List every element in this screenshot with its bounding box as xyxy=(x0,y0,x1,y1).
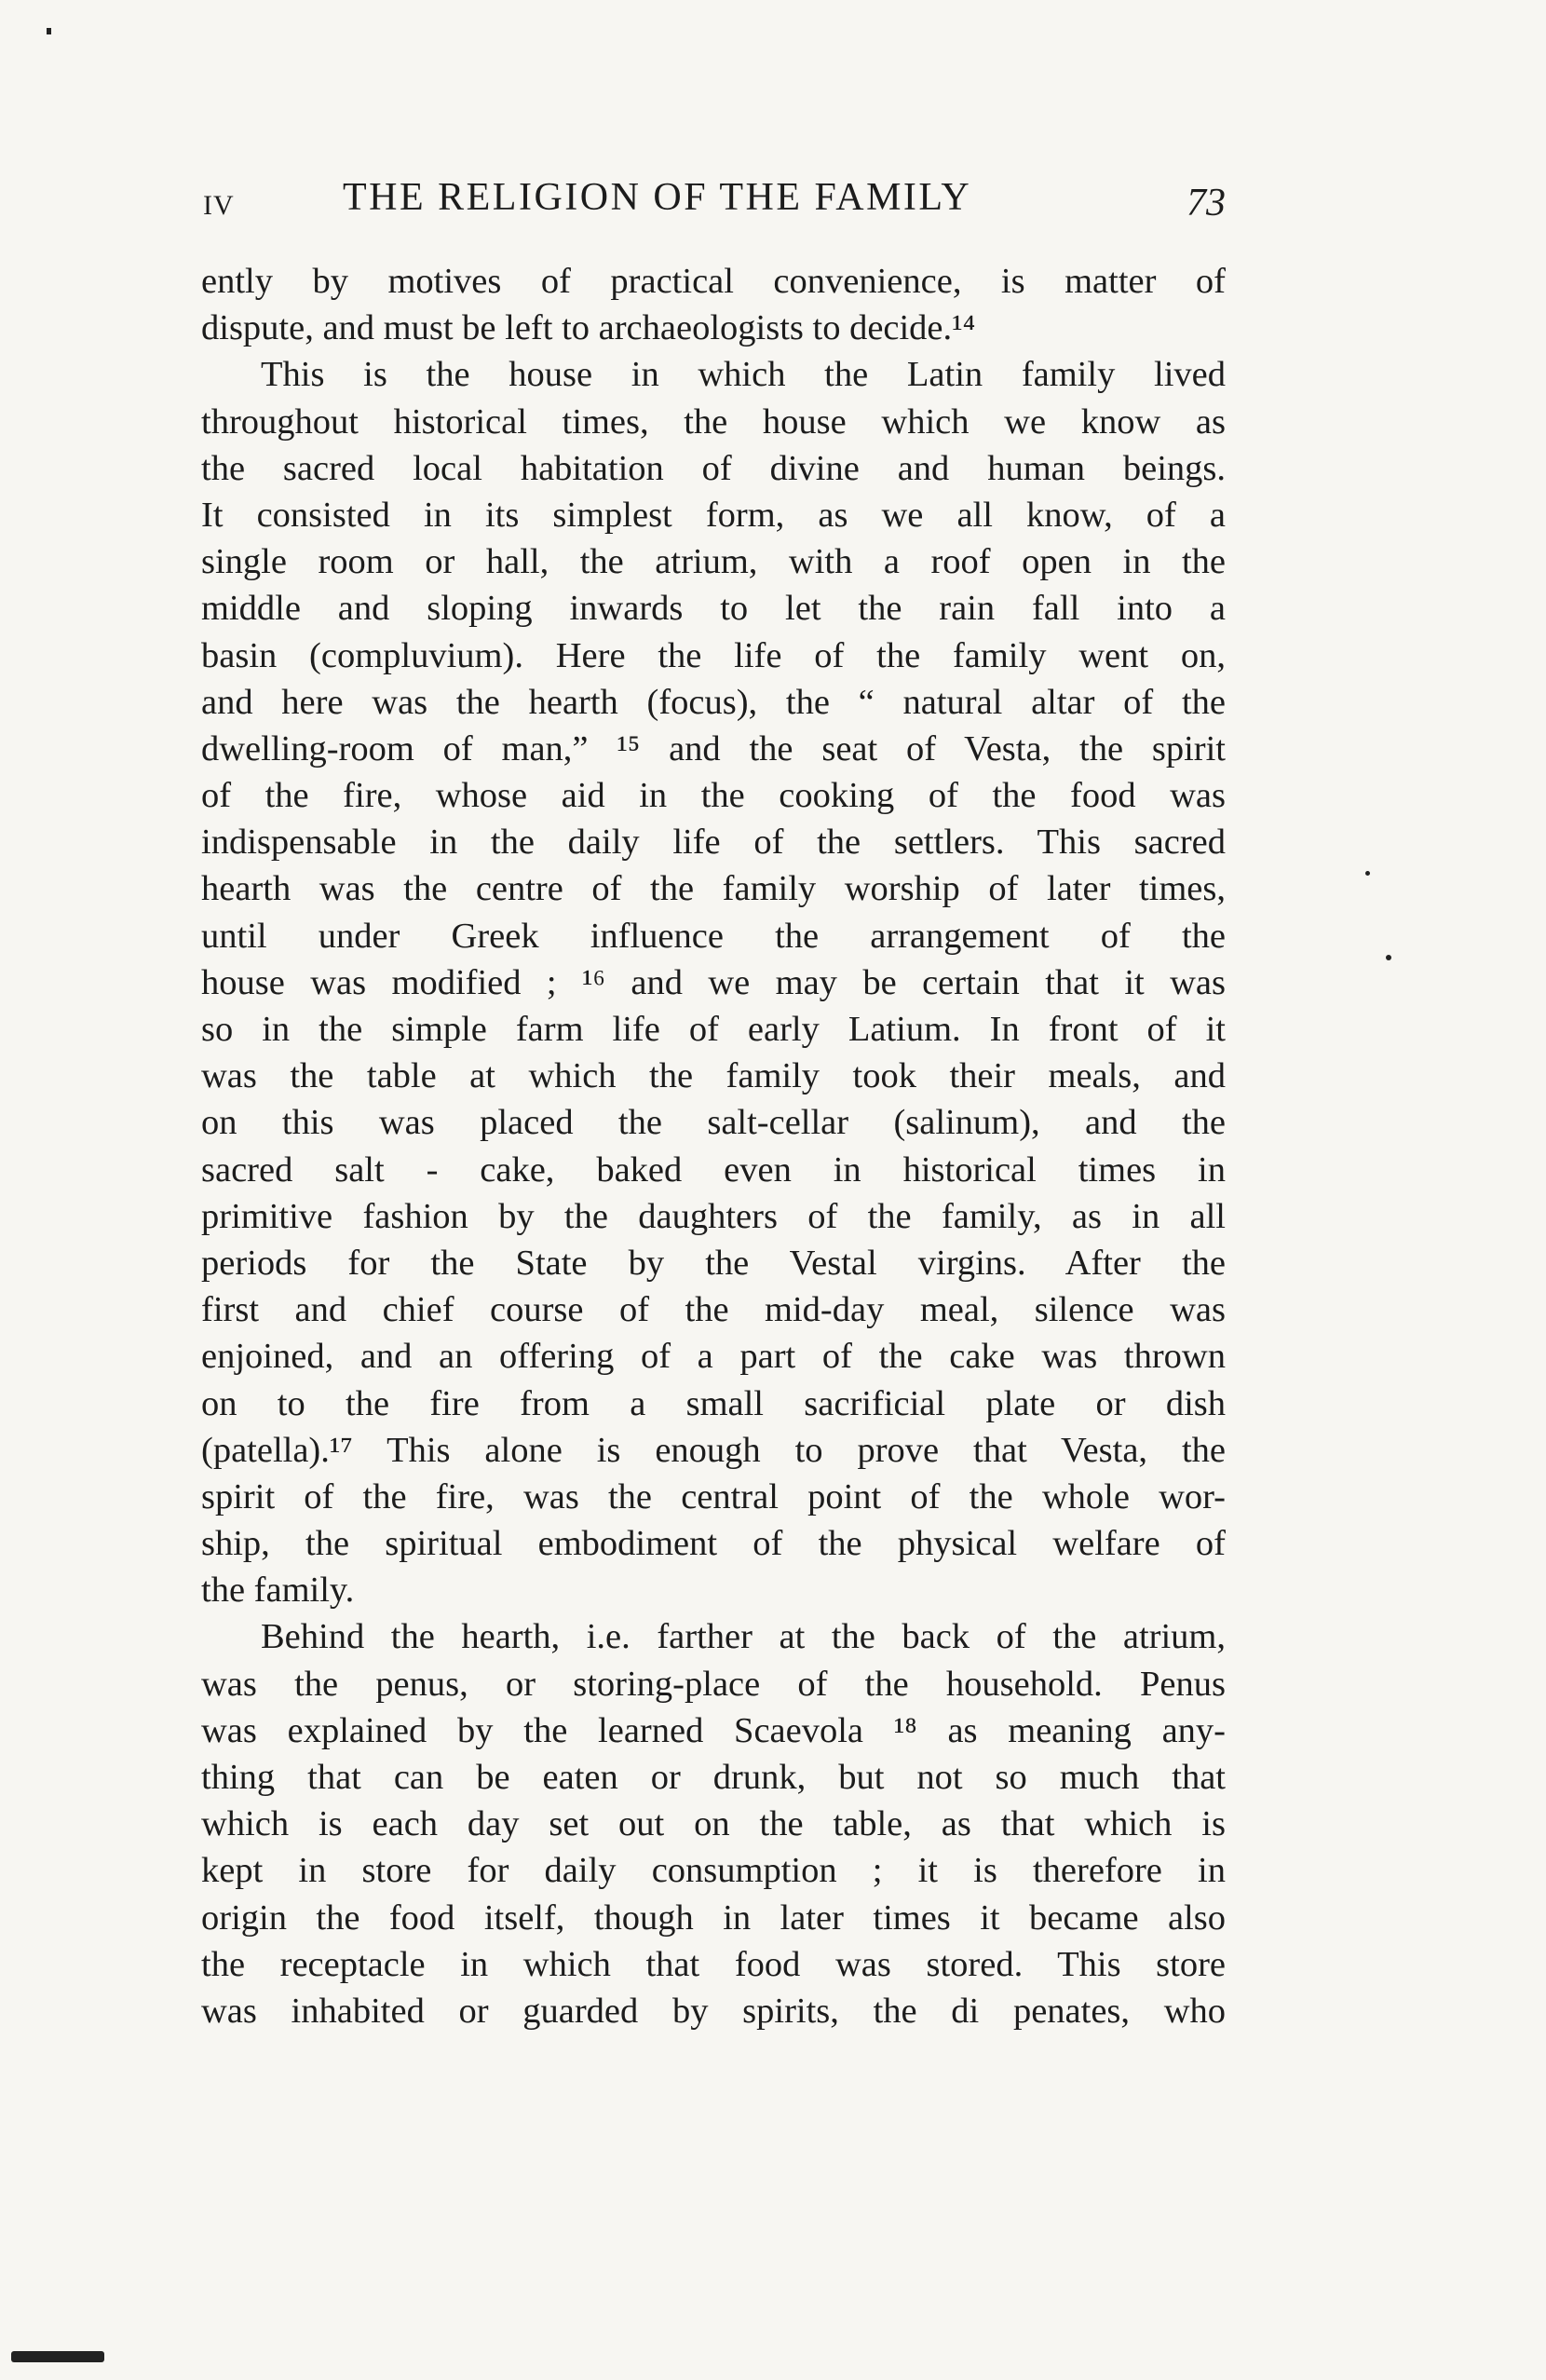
edge-mark xyxy=(11,2351,104,2362)
text-line: enjoined, and an offering of a part of the cake was thrown xyxy=(201,1337,1226,1377)
text-line: and here was the hearth (focus), the “ natural altar of the xyxy=(201,682,1226,722)
text-line: house was modified ; ¹⁶ and we may be certain that it was xyxy=(201,962,1226,1002)
text-line: the family. xyxy=(201,1571,355,1611)
text-line: basin (compluvium). Here the life of the family went on, xyxy=(201,635,1226,675)
body-text xyxy=(201,258,1226,2034)
text-line: kept in store for daily consumption ; it is therefore in xyxy=(201,1851,1226,1891)
text-line: was the penus, or storing-place of the household. Penus xyxy=(201,1664,1226,1704)
text-line: spirit of the fire, was the central point of the whole wor- xyxy=(201,1476,1226,1516)
text-line: throughout historical times, the house which we know as xyxy=(201,401,1226,442)
print-speck xyxy=(1365,871,1370,876)
running-header xyxy=(203,175,1239,231)
text-line: (patella).¹⁷ This alone is enough to prove that Vesta, the xyxy=(201,1430,1226,1470)
text-line: Behind the hearth, i.e. farther at the back of the atrium, xyxy=(261,1617,1226,1657)
text-line: hearth was the centre of the family worship of later times, xyxy=(201,869,1226,909)
text-line: middle and sloping inwards to let the rain fall into a xyxy=(201,589,1226,629)
text-line: It consisted in its simplest form, as we all know, of a xyxy=(201,495,1226,535)
text-line: This is the house in which the Latin family lived xyxy=(261,355,1226,395)
text-line: single room or hall, the atrium, with a roof open in the xyxy=(201,542,1226,582)
text-line: on to the fire from a small sacrificial plate or dish xyxy=(201,1383,1226,1423)
text-line: first and chief course of the mid-day meal, silence was xyxy=(201,1290,1226,1330)
text-line: which is each day set out on the table, as that which is xyxy=(201,1804,1226,1844)
text-line: dwelling-room of man,” ¹⁵ and the seat of Vesta, the spirit xyxy=(201,728,1226,768)
text-line: so in the simple farm life of early Latium. In front of it xyxy=(201,1010,1226,1049)
text-line: ently by motives of practical convenience, is matter of xyxy=(201,262,1226,301)
text-line: indispensable in the daily life of the settlers. This sacred xyxy=(201,823,1226,863)
text-line: the receptacle in which that food was stored. This store xyxy=(201,1944,1226,1984)
page-number: 73 xyxy=(1187,182,1226,224)
text-line: ship, the spiritual embodiment of the physical welfare of xyxy=(201,1524,1226,1564)
chapter-number: IV xyxy=(203,190,235,221)
text-line: the sacred local habitation of divine and human beings. xyxy=(201,448,1226,488)
text-line: until under Greek influence the arrangement of the xyxy=(201,916,1226,956)
text-line: was inhabited or guarded by spirits, the di penates, who xyxy=(201,1991,1226,2031)
text-line: periods for the State by the Vestal virgins. After the xyxy=(201,1243,1226,1283)
text-line: dispute, and must be left to archaeologists to decide.¹⁴ xyxy=(201,308,976,348)
text-line: primitive fashion by the daughters of the family, as in all xyxy=(201,1196,1226,1236)
text-line: origin the food itself, though in later times it became also xyxy=(201,1897,1226,1938)
text-line: was the table at which the family took their meals, and xyxy=(201,1056,1226,1096)
print-speck xyxy=(1386,955,1391,960)
print-speck xyxy=(47,28,51,34)
text-line: sacred salt - cake, baked even in historical times in xyxy=(201,1149,1226,1190)
chapter-title: THE RELIGION OF THE FAMILY xyxy=(343,176,972,219)
text-line: on this was placed the salt-cellar (salinum), and the xyxy=(201,1103,1226,1143)
text-line: was explained by the learned Scaevola ¹⁸ as meaning any- xyxy=(201,1710,1226,1750)
text-line: thing that can be eaten or drunk, but not so much that xyxy=(201,1758,1226,1797)
text-line: of the fire, whose aid in the cooking of the food was xyxy=(201,776,1226,816)
